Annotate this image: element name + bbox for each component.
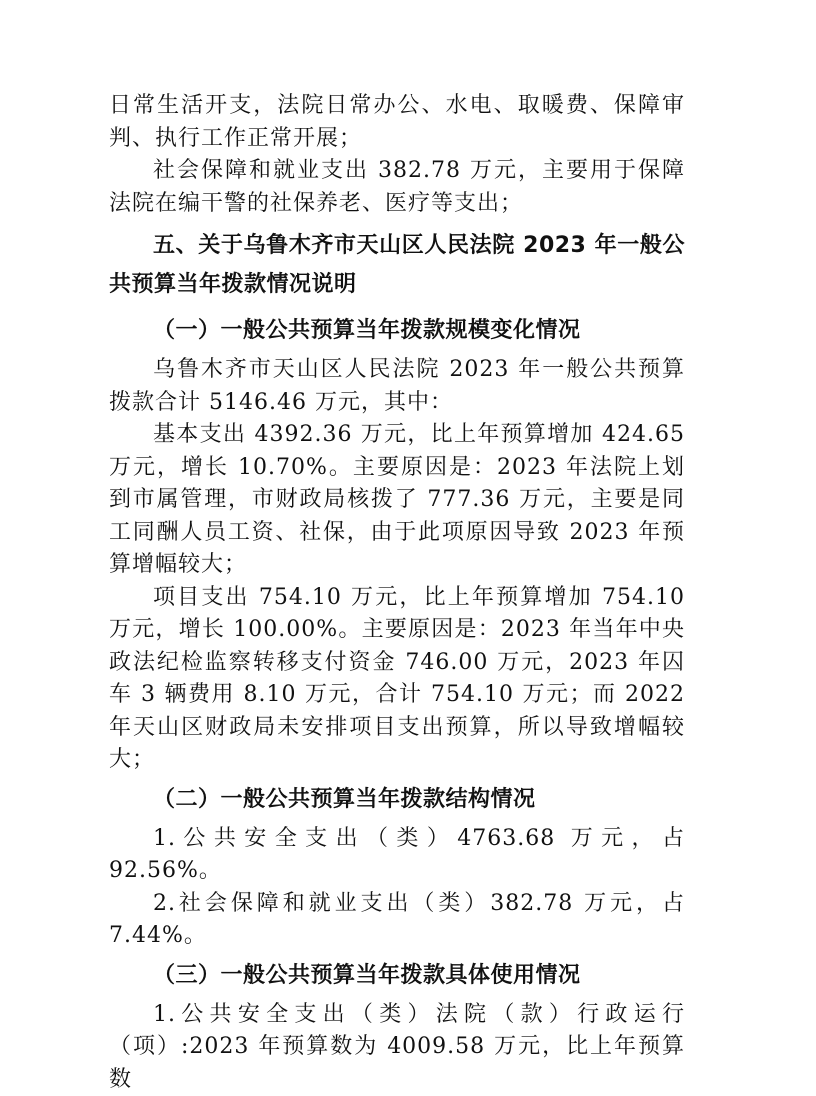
paragraph-social-security-share: 2.社会保障和就业支出（类）382.78 万元，占 7.44%。 bbox=[109, 888, 685, 953]
paragraph-admin-operation: 1.公共安全支出（类）法院（款）行政运行（项）:2023 年预算数为 4009.58 万元，比上年预算数 bbox=[109, 999, 685, 1096]
paragraph-project-expenditure: 项目支出 754.10 万元，比上年预算增加 754.10 万元，增长 100.00%。主要原因是：2023 年当年中央政法纪检监察转移支付资金 746.00 万元，2023 年囚车 3 辆费用 8.10 万元，合计 754.10 万元；而 2022 年天山区财政局未安排项目支出预算，所以导致增幅较大； bbox=[109, 582, 685, 777]
paragraph-total-appropriation: 乌鲁木齐市天山区人民法院 2023 年一般公共预算拨款合计 5146.46 万元，其中： bbox=[109, 354, 685, 419]
document-body bbox=[109, 90, 685, 1096]
subsection-title-specific-use: （三）一般公共预算当年拨款具体使用情况 bbox=[109, 959, 685, 993]
paragraph-public-security-share: 1.公共安全支出（类）4763.68 万元，占 92.56%。 bbox=[109, 823, 685, 888]
subsection-title-scale-change: （一）一般公共预算当年拨款规模变化情况 bbox=[109, 314, 685, 348]
section-title-appropriation: 五、关于乌鲁木齐市天山区人民法院 2023 年一般公共预算当年拨款情况说明 bbox=[109, 226, 685, 304]
paragraph-social-security: 社会保障和就业支出 382.78 万元，主要用于保障法院在编干警的社保养老、医疗等支出； bbox=[109, 155, 685, 220]
paragraph-daily-expenses: 日常生活开支，法院日常办公、水电、取暖费、保障审判、执行工作正常开展； bbox=[109, 90, 685, 155]
paragraph-basic-expenditure: 基本支出 4392.36 万元，比上年预算增加 424.65 万元，增长 10.70%。主要原因是：2023 年法院上划到市属管理，市财政局核拨了 777.36 万元，主要是同工同酬人员工资、社保，由于此项原因导致 2023 年预算增幅较大； bbox=[109, 419, 685, 582]
subsection-title-structure: （二）一般公共预算当年拨款结构情况 bbox=[109, 783, 685, 817]
